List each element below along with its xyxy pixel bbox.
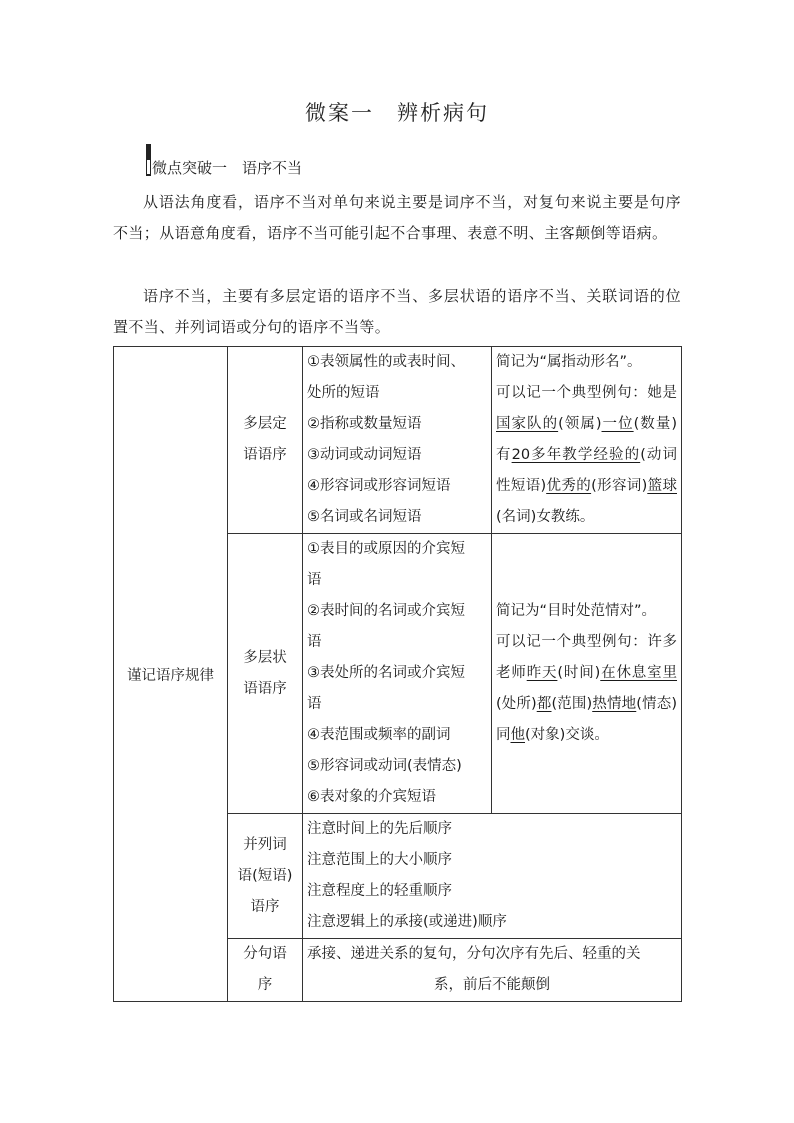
adv-example-role: (情态)同 [496, 696, 677, 743]
attr-item: ②指称或数量短语 [307, 416, 422, 432]
attr-example-segment: 一位 [601, 416, 634, 432]
section-heading-label: 微点突破一 语序不当 [152, 159, 303, 177]
adv-label-cell [228, 534, 303, 814]
intro-paragraph-1: 从语法角度看，语序不当对单句来说主要是词序不当，对复句来说主要是句序不当；从语意角度看，语序不当可能引起不合事理、表意不明、主客颠倒等语病。 [113, 193, 681, 242]
adv-example-end: 交谈。 [565, 727, 609, 743]
parallel-label-line: 语序 [250, 898, 280, 915]
adv-item: ⑥表对象的介宾短语 [307, 789, 436, 805]
adv-example-segment: 在休息室里 [600, 665, 678, 681]
parallel-label-line: 语(短语) [237, 867, 293, 884]
adv-label-line: 多层状 [243, 649, 287, 666]
clause-label-cell [228, 939, 303, 1002]
adv-item: ②表时间的名词或介宾短 [307, 603, 465, 619]
adv-example-intro: 可以记一个典型例句：许多老师 [496, 634, 677, 681]
clause-text-cell [303, 939, 682, 1002]
adv-item: 语 [307, 572, 322, 588]
parallel-item: 注意程度上的轻重顺序 [307, 883, 452, 899]
attr-label-line: 多层定 [243, 416, 287, 432]
adv-item: ①表目的或原因的介宾短 [307, 541, 465, 557]
attr-example-role: (形容词) [591, 478, 648, 494]
adv-example [496, 627, 677, 751]
attr-note-cell [492, 347, 682, 534]
adv-item: ④表范围或频率的副词 [307, 727, 451, 743]
attr-example-end: 女教练。 [536, 509, 595, 525]
adv-item: ③表处所的名词或介宾短 [307, 665, 465, 681]
adv-item: ⑤形容词或动词(表情态) [307, 758, 462, 774]
adv-items-cell [303, 534, 492, 814]
adv-example-segment: 他 [510, 727, 525, 743]
table-row-attributive [114, 347, 682, 534]
attr-example-role: (名词) [496, 509, 537, 525]
clause-label-line: 序 [257, 977, 273, 993]
adv-item: 语 [307, 696, 322, 712]
parallel-item: 注意范围上的大小顺序 [307, 852, 452, 868]
attr-example-role: (动词性短语) [496, 447, 678, 494]
adv-example-segment: 昨天 [526, 665, 558, 681]
adv-example-segment: 热情地 [592, 696, 637, 712]
attr-item: ①表领属性的或表时间、 [307, 354, 465, 370]
adv-example-segment: 都 [536, 696, 552, 712]
intro-paragraph-2: 语序不当，主要有多层定语的语序不当、多层状语的语序不当、关联词语的位置不当、并列词语或分句的语序不当等。 [113, 287, 681, 336]
attr-example-segment: 优秀的 [546, 478, 592, 494]
parallel-label-line: 并列词 [243, 836, 287, 853]
section-marker-icon [146, 144, 151, 176]
adv-example-role: (范围) [551, 696, 593, 712]
page-title: 微案一 辨析病句 [305, 101, 489, 125]
adv-example-role: (处所) [496, 696, 537, 712]
adv-item: 语 [307, 634, 322, 650]
clause-label-line: 分句语 [243, 946, 287, 962]
attr-example [496, 378, 677, 533]
adv-example-role: (时间) [557, 665, 601, 681]
attr-example-intro: 可以记一个典型例句：她是 [496, 385, 677, 401]
attr-example-role: (领属) [558, 416, 602, 432]
attr-example-segment: 篮球 [647, 478, 677, 494]
adv-note-cell [492, 534, 682, 814]
adv-mnemonic: 简记为“目时处范情对”。 [496, 603, 657, 619]
category-cell: 谨记语序规律 [114, 347, 228, 1002]
attr-example-segment: 国家队的 [496, 416, 559, 432]
parallel-items-cell [303, 814, 682, 939]
adv-example-role: (对象) [525, 727, 566, 743]
parallel-item: 注意逻辑上的承接(或递进)顺序 [307, 914, 507, 930]
attr-example-segment: 20多年教学经验的 [511, 447, 641, 463]
attr-item: ③动词或动词短语 [307, 447, 422, 463]
attr-items-cell [303, 347, 492, 534]
attr-label-line: 语语序 [243, 447, 287, 463]
parallel-label-cell [228, 814, 303, 939]
attr-mnemonic: 简记为“属指动形名”。 [496, 354, 642, 370]
attr-label-cell [228, 347, 303, 534]
clause-text-line: 系，前后不能颠倒 [434, 977, 550, 993]
attr-item: ⑤名词或名词短语 [307, 509, 422, 525]
clause-text-line: 承接、递进关系的复句，分句次序有先后、轻重的关 [307, 946, 641, 962]
attr-item: ④形容词或形容词短语 [307, 478, 451, 494]
attr-example-text: 有 [496, 447, 512, 463]
adv-label-line: 语语序 [243, 680, 287, 697]
parallel-item: 注意时间上的先后顺序 [307, 821, 452, 837]
attr-example-role: (数量) [633, 416, 678, 432]
word-order-rules-table [113, 346, 682, 1002]
attr-item: 处所的短语 [307, 385, 380, 401]
